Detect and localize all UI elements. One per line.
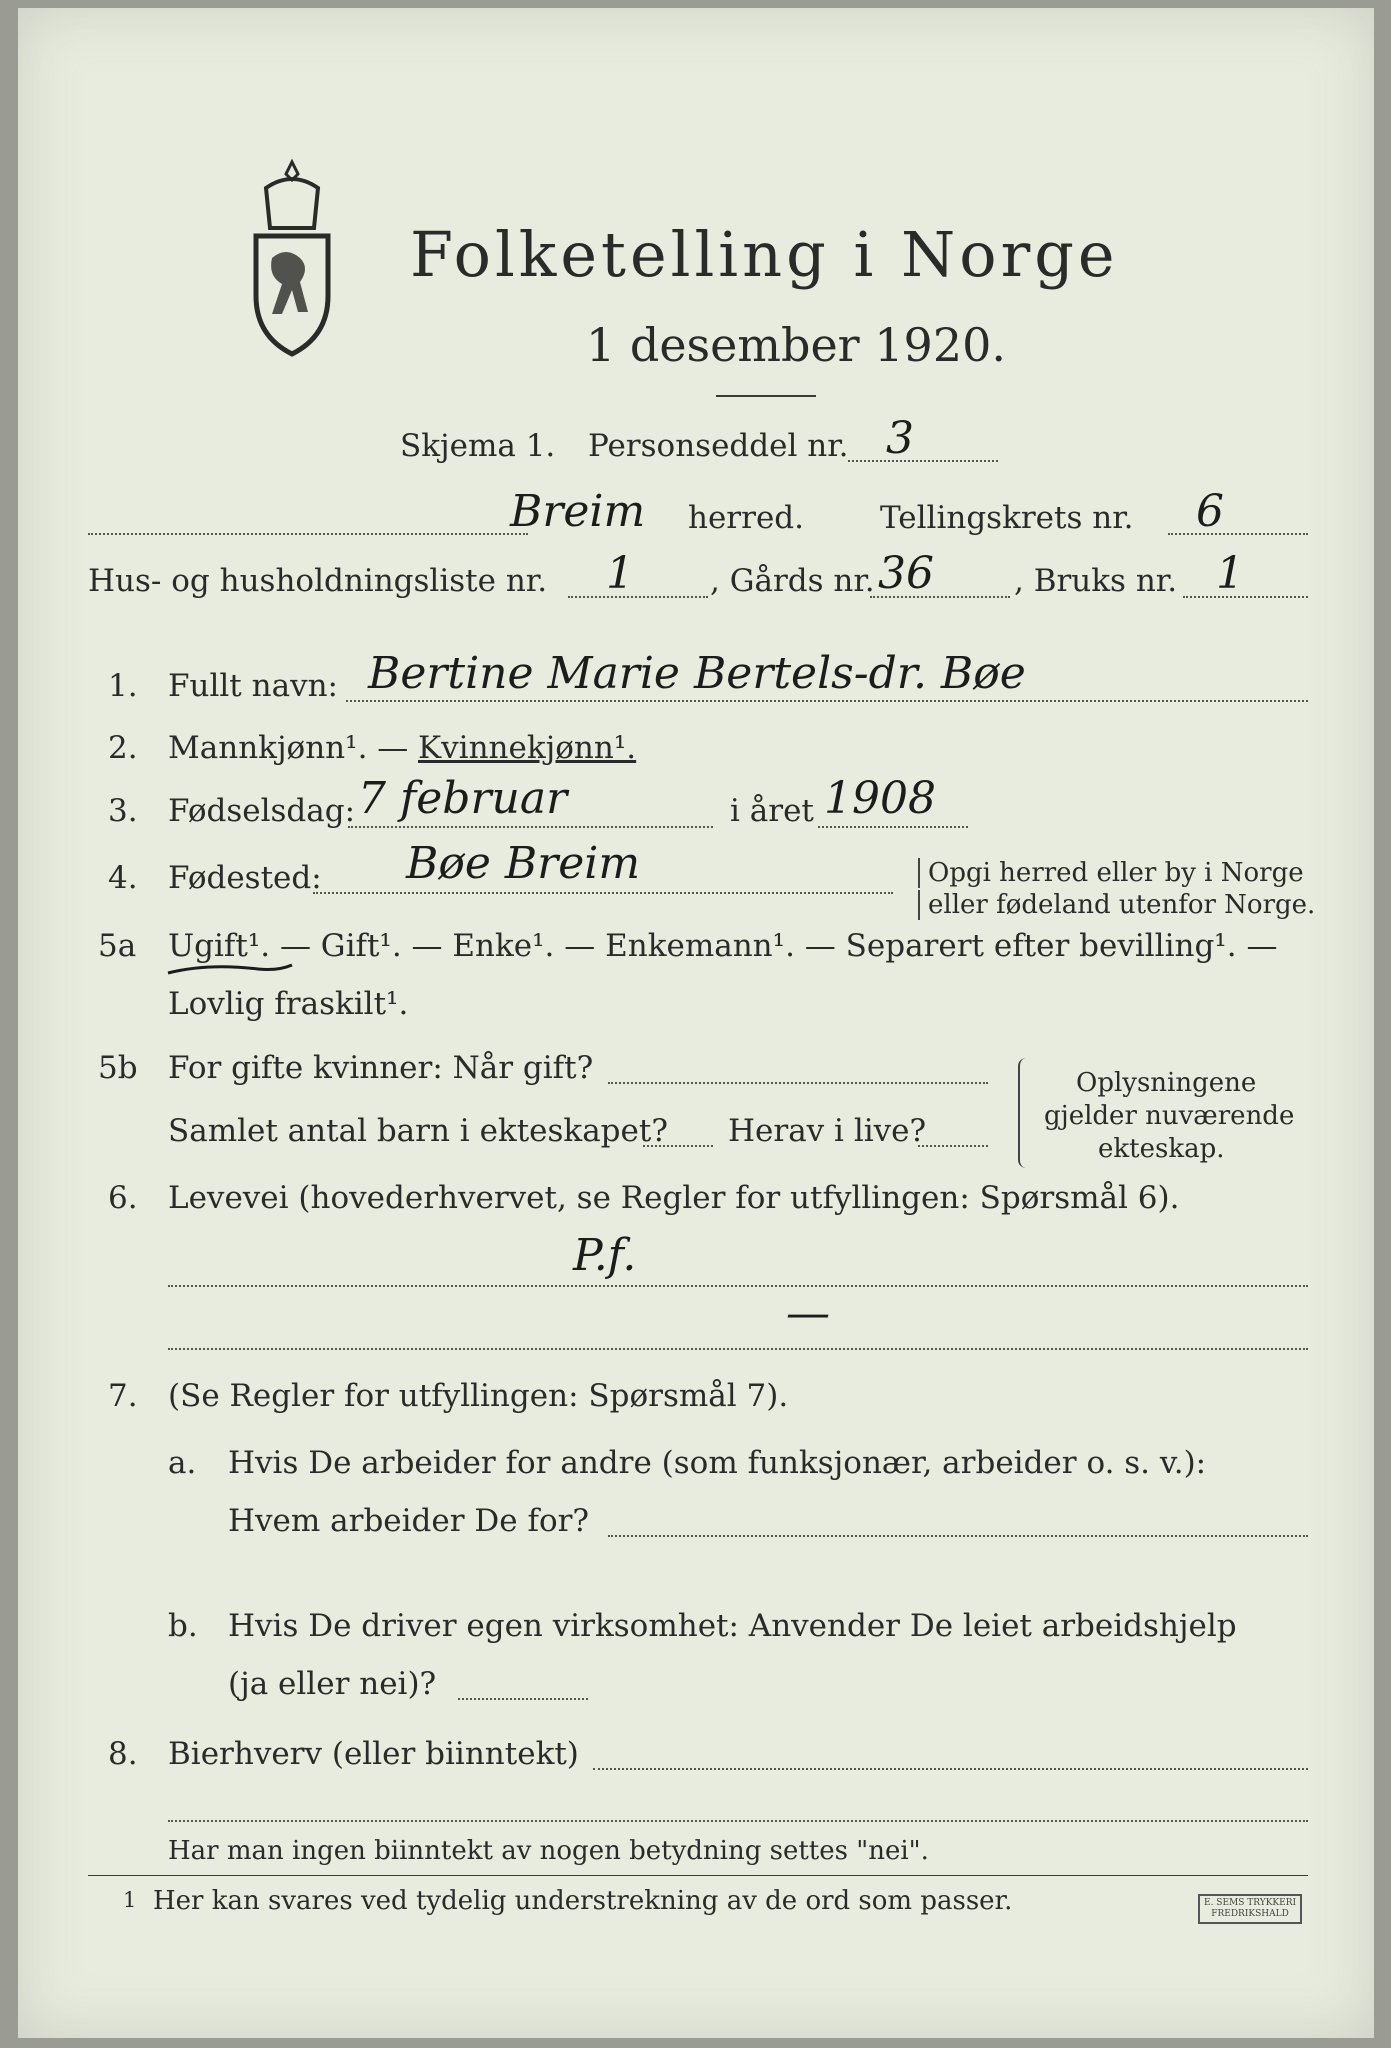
q5b-note-2: gjelder nuværende bbox=[1044, 1101, 1295, 1131]
gards-label: , Gårds nr. bbox=[710, 563, 875, 599]
q5a-number: 5a bbox=[98, 928, 137, 964]
bruks-label: , Bruks nr. bbox=[1014, 563, 1178, 599]
q7-label: (Se Regler for utfyllingen: Spørsmål 7). bbox=[168, 1378, 789, 1414]
q7b-letter: b. bbox=[168, 1608, 198, 1644]
q4-number: 4. bbox=[108, 860, 138, 896]
q7a-line2: Hvem arbeider De for? bbox=[228, 1503, 590, 1539]
herred-label: herred. bbox=[688, 500, 804, 536]
footnote-divider bbox=[88, 1875, 1308, 1876]
q6-number: 6. bbox=[108, 1180, 138, 1216]
full-name-value[interactable]: Bertine Marie Bertels-dr. Bøe bbox=[368, 648, 1026, 699]
census-date: 1 desember 1920. bbox=[586, 318, 1006, 372]
alive-label: Herav i live? bbox=[728, 1113, 927, 1149]
herred-value[interactable]: Breim bbox=[510, 486, 646, 537]
q7a-line1: Hvis De arbeider for andre (som funksjonær, arbeider o. s. v.): bbox=[228, 1445, 1207, 1481]
marital-options-2[interactable]: Lovlig fraskilt¹. bbox=[168, 986, 409, 1022]
form-title: Folketelling i Norge bbox=[410, 218, 1119, 291]
female-option[interactable]: Kvinnekjønn¹. bbox=[418, 730, 637, 766]
birthday-value[interactable]: 7 februar bbox=[358, 773, 568, 824]
bruks-value[interactable]: 1 bbox=[1216, 548, 1244, 599]
printer-stamp bbox=[1198, 1894, 1302, 1924]
q5b-number: 5b bbox=[98, 1050, 138, 1086]
tellingskrets-value[interactable]: 6 bbox=[1196, 486, 1224, 537]
tellingskrets-line bbox=[1168, 533, 1308, 535]
birthplace-note-2: eller fødeland utenfor Norge. bbox=[918, 890, 1315, 920]
birthplace-note-1: Opgi herred eller by i Norge bbox=[918, 858, 1304, 888]
personseddel-value[interactable]: 3 bbox=[886, 413, 914, 464]
coat-of-arms-icon bbox=[246, 158, 338, 358]
children-line bbox=[643, 1145, 713, 1147]
occupation-line bbox=[168, 1285, 1308, 1287]
census-form bbox=[18, 8, 1374, 2038]
printer-stamp-line-2: FREDRIKSHALD bbox=[1211, 1909, 1289, 1919]
q1-label: Fullt navn: bbox=[168, 668, 338, 704]
side-income-line-2 bbox=[168, 1820, 1308, 1822]
q3-label: Fødselsdag: bbox=[168, 793, 356, 829]
birthplace-value[interactable]: Bøe Breim bbox=[406, 838, 641, 889]
personseddel-label: Personseddel nr. bbox=[588, 428, 849, 464]
footnote-text: Her kan svares ved tydelig understrekning av de ord som passer. bbox=[153, 1886, 1013, 1916]
year-line bbox=[818, 826, 968, 828]
herred-line bbox=[88, 533, 528, 535]
nei-note: Har man ingen biinntekt av nogen betydning settes "nei". bbox=[168, 1836, 929, 1866]
q8-number: 8. bbox=[108, 1736, 138, 1772]
schema-label: Skjema 1. bbox=[400, 428, 556, 464]
gards-value[interactable]: 36 bbox=[878, 548, 934, 599]
q6-label: Levevei (hovederhvervet, se Regler for utfyllingen: Spørsmål 6). bbox=[168, 1180, 1180, 1216]
q2-number: 2. bbox=[108, 730, 138, 766]
household-list-value[interactable]: 1 bbox=[606, 548, 634, 599]
year-label: i året bbox=[730, 793, 814, 829]
birthday-line bbox=[348, 826, 713, 828]
divider bbox=[716, 395, 816, 397]
employer-line bbox=[608, 1535, 1308, 1537]
printer-stamp-line-1: E. SEMS TRYKKERI bbox=[1204, 1898, 1297, 1908]
occupation-line-2 bbox=[168, 1348, 1308, 1350]
q7a-letter: a. bbox=[168, 1445, 197, 1481]
marital-options[interactable]: Ugift¹. — Gift¹. — Enke¹. — Enkemann¹. — Separert efter bevilling¹. — bbox=[168, 928, 1278, 964]
household-list-line bbox=[568, 596, 708, 598]
hired-help-line bbox=[458, 1698, 588, 1700]
note-brace bbox=[1018, 1058, 1028, 1168]
married-when-line bbox=[608, 1082, 988, 1084]
q4-label: Fødested: bbox=[168, 860, 322, 896]
footnote-number: 1 bbox=[123, 1888, 137, 1912]
birthplace-line bbox=[313, 892, 893, 894]
personseddel-line bbox=[848, 460, 998, 462]
children-label: Samlet antal barn i ekteskapet? bbox=[168, 1113, 668, 1149]
q7b-line2: (ja eller nei)? bbox=[228, 1666, 437, 1702]
occupation-value[interactable]: P.f. bbox=[573, 1230, 637, 1281]
male-option[interactable]: Mannkjønn¹. — bbox=[168, 730, 409, 766]
tellingskrets-label: Tellingskrets nr. bbox=[880, 500, 1134, 536]
bruks-line bbox=[1183, 596, 1308, 598]
q3-number: 3. bbox=[108, 793, 138, 829]
alive-line bbox=[918, 1145, 988, 1147]
q1-line bbox=[346, 700, 1308, 702]
side-income-line bbox=[593, 1768, 1308, 1770]
q7-number: 7. bbox=[108, 1378, 138, 1414]
household-list-label: Hus- og husholdningsliste nr. bbox=[88, 563, 548, 599]
q5b-note-1: Oplysningene bbox=[1076, 1068, 1257, 1098]
q8-label: Bierhverv (eller biinntekt) bbox=[168, 1736, 579, 1772]
q1-number: 1. bbox=[108, 668, 138, 704]
q7b-line1: Hvis De driver egen virksomhet: Anvender De leiet arbeidshjelp bbox=[228, 1608, 1237, 1644]
married-when-label: For gifte kvinner: Når gift? bbox=[168, 1050, 594, 1086]
birth-year-value[interactable]: 1908 bbox=[824, 773, 936, 824]
q5b-note-3: ekteskap. bbox=[1098, 1134, 1225, 1164]
ugift-underline bbox=[166, 961, 296, 977]
occupation-value-2[interactable]: — bbox=[786, 1288, 830, 1339]
